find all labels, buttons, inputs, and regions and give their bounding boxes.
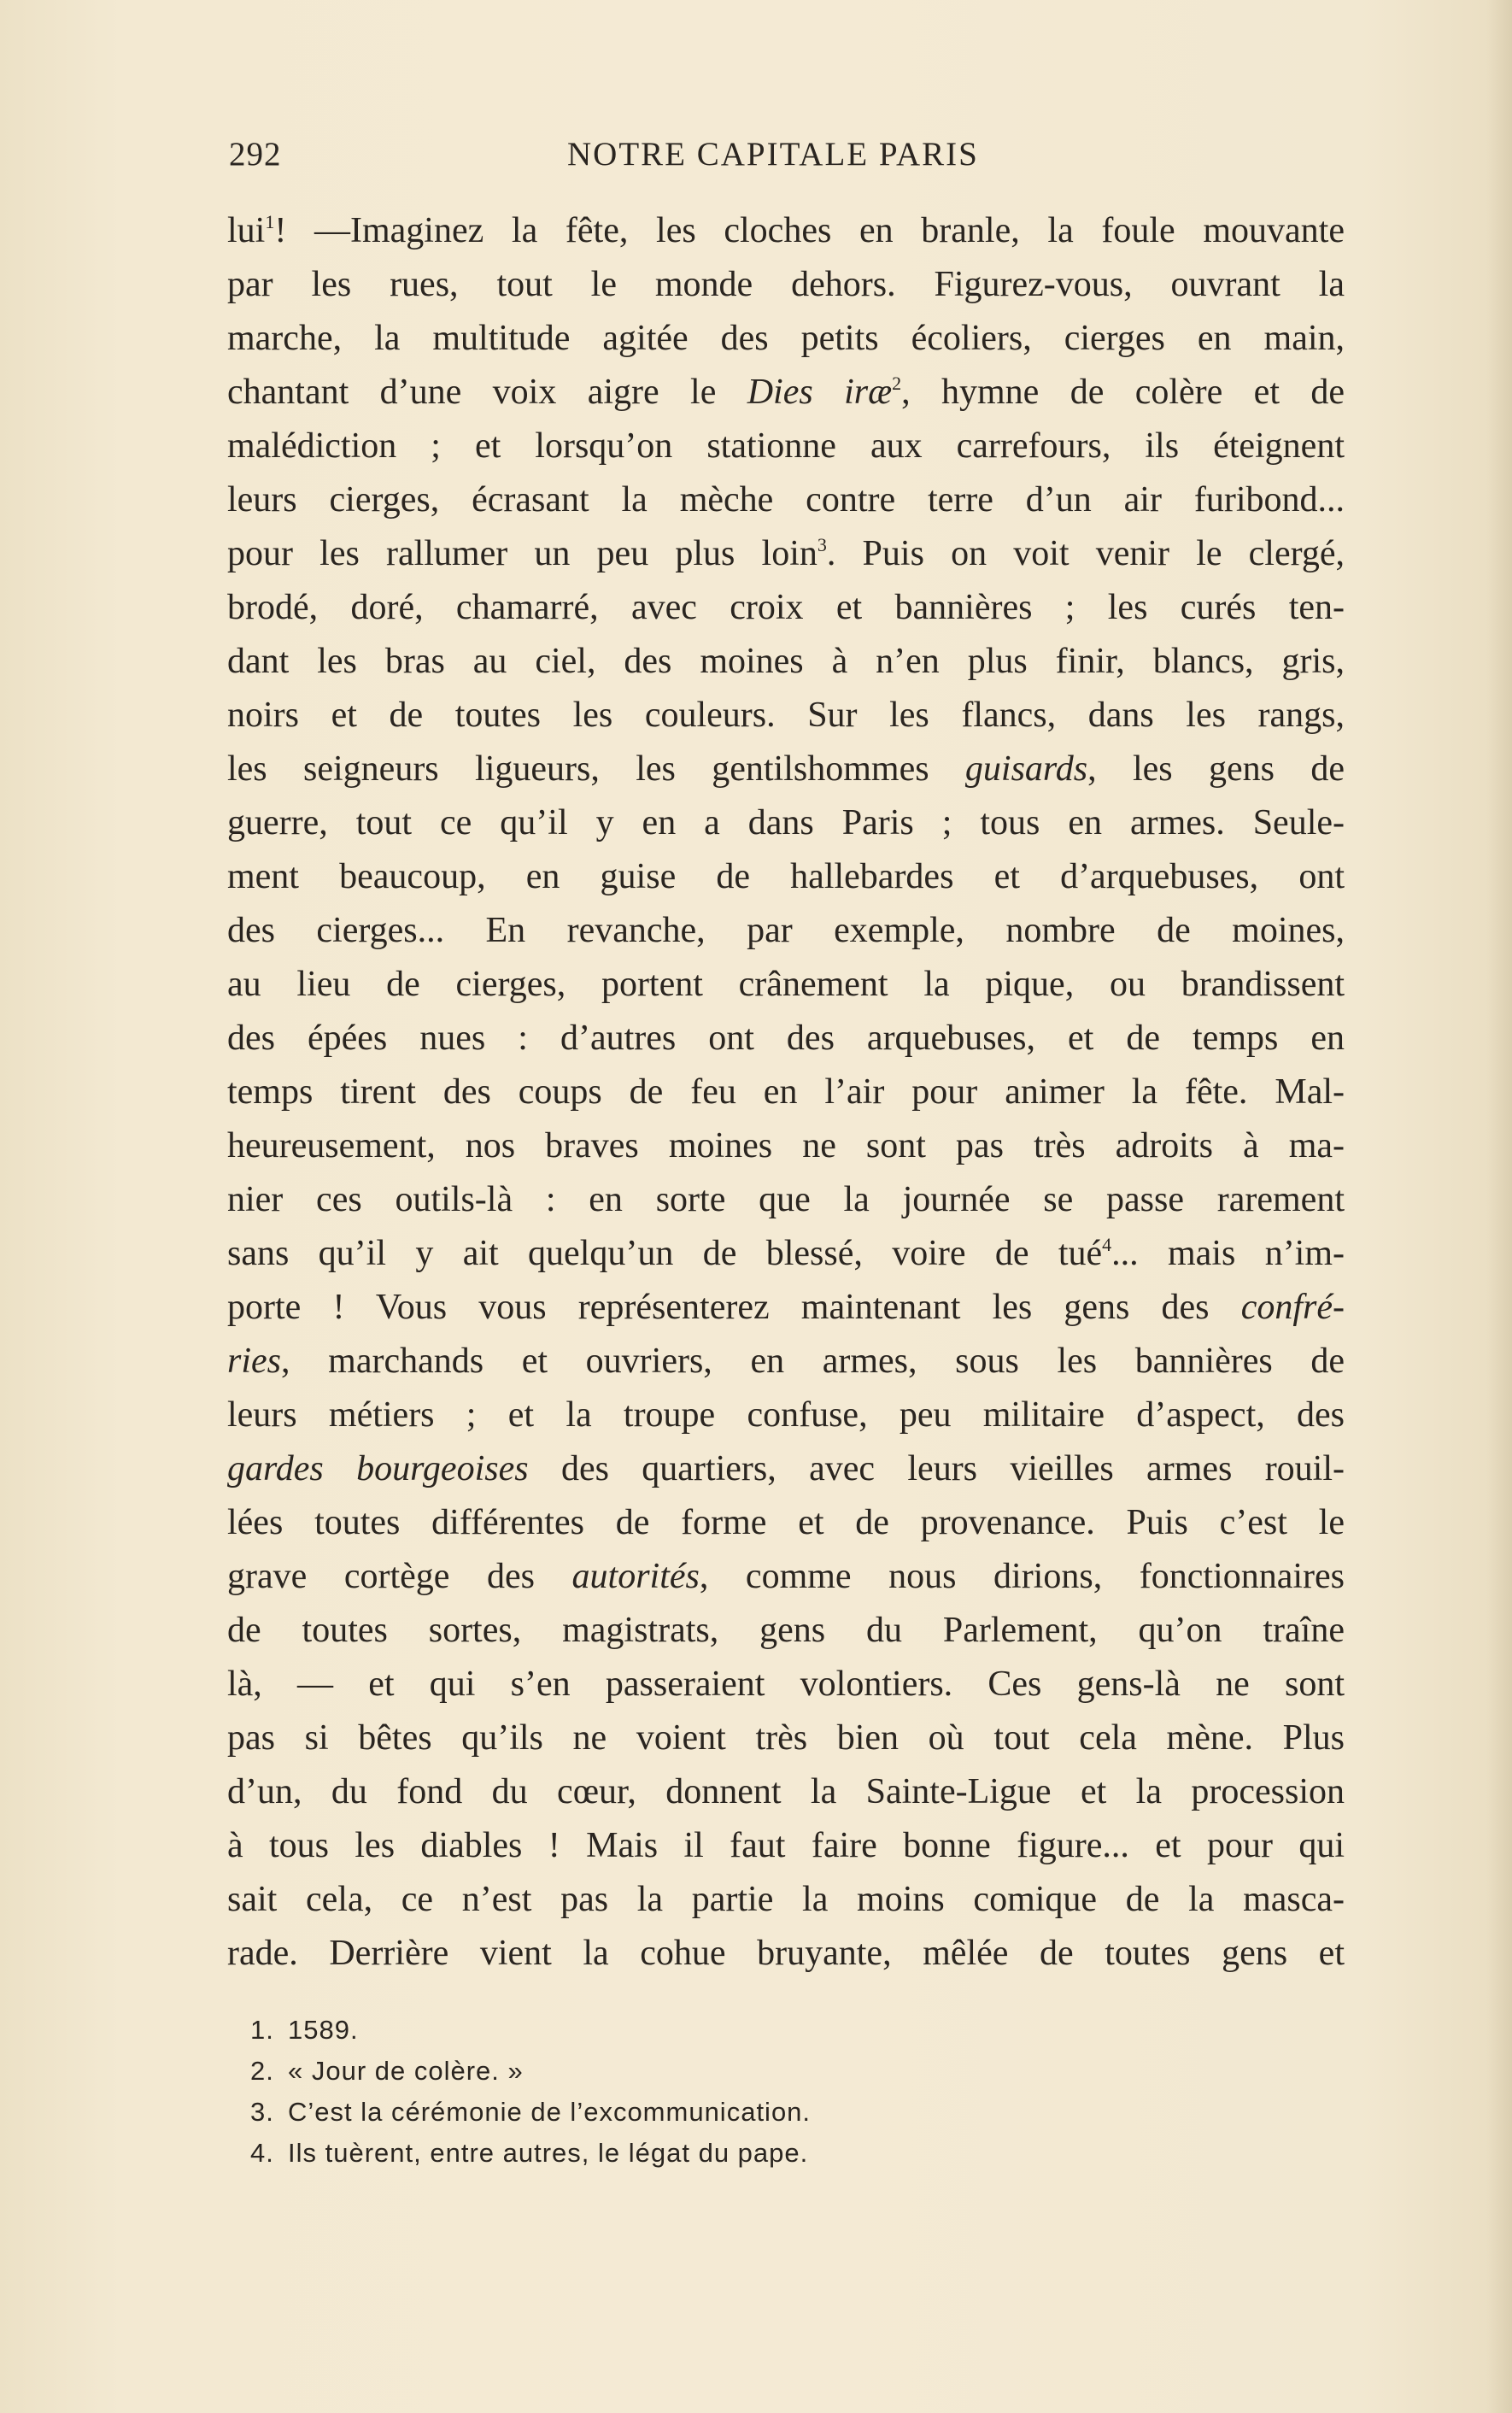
text-line — [227, 527, 1345, 581]
footnote-ref: 3 — [817, 534, 827, 555]
text-run: , marchands et ouvriers, en armes, sous les bannières de — [281, 1342, 1345, 1381]
italic-text: gardes bourgeoises — [227, 1449, 529, 1488]
text-run: lées toutes différentes de forme et de provenance. Puis c’est le — [227, 1503, 1345, 1542]
text-line — [227, 1550, 1345, 1604]
text-run: ment beaucoup, en guise de hallebardes et d’arquebuses, ont — [227, 857, 1345, 896]
text-run: pas si bêtes qu’ils ne voient très bien où tout cela mène. Plus — [227, 1718, 1345, 1758]
text-run: de toutes sortes, magistrats, gens du Parlement, qu’on traîne — [227, 1611, 1345, 1650]
text-line — [227, 312, 1345, 366]
footnote — [250, 2010, 1019, 2051]
text-run: leurs métiers ; et la troupe confuse, peu militaire d’aspect, des — [227, 1395, 1345, 1435]
footnote — [250, 2051, 1019, 2092]
text-line — [227, 1281, 1345, 1335]
text-line — [227, 1335, 1345, 1389]
page-number: 292 — [229, 136, 282, 173]
text-line — [227, 1442, 1345, 1496]
italic-text: confré- — [1240, 1288, 1345, 1327]
text-run: sait cela, ce n’est pas la partie la moins comique de la masca- — [227, 1880, 1345, 1919]
text-run: heureusement, nos braves moines ne sont pas très adroits à ma- — [227, 1126, 1345, 1165]
footnote-ref: 1 — [265, 211, 275, 232]
text-line — [227, 1765, 1345, 1819]
text-line — [227, 796, 1345, 850]
footnote-number: 2. — [250, 2056, 274, 2086]
footnote-number: 1. — [250, 2015, 274, 2045]
running-head — [229, 135, 1344, 178]
text-run: les seigneurs ligueurs, les gentilshommes — [227, 749, 965, 789]
footnote-text: « Jour de colère. » — [288, 2056, 524, 2086]
footnotes — [250, 2010, 1019, 2174]
text-run: ... mais n’im- — [1111, 1234, 1345, 1273]
text-run: à tous les diables ! Mais il faut faire bonne figure... et pour qui — [227, 1826, 1345, 1865]
text-run: chantant d’une voix aigre le — [227, 373, 747, 412]
text-run: marche, la multitude agitée des petits écoliers, cierges en main, — [227, 319, 1345, 358]
text-run: là, — et qui s’en passeraient volontiers. Ces gens-là ne sont — [227, 1664, 1345, 1704]
text-run: temps tirent des coups de feu en l’air pour animer la fête. Mal- — [227, 1072, 1345, 1112]
text-line — [227, 366, 1345, 420]
footnote-text: C’est la cérémonie de l’excommunication. — [288, 2097, 812, 2127]
text-run: pour les rallumer un peu plus loin — [227, 534, 818, 573]
text-line — [227, 1711, 1345, 1765]
text-run: brodé, doré, chamarré, avec croix et bannières ; les curés ten- — [227, 588, 1345, 627]
text-run: ! —Imaginez la fête, les cloches en branle, la foule mouvante — [274, 211, 1345, 250]
text-run: par les rues, tout le monde dehors. Figurez-vous, ouvrant la — [227, 265, 1345, 304]
text-run: des quartiers, avec leurs vieilles armes rouil- — [528, 1449, 1345, 1488]
text-run: grave cortège des — [227, 1557, 572, 1596]
text-line — [227, 904, 1345, 958]
text-run: noirs et de toutes les couleurs. Sur les flancs, dans les rangs, — [227, 696, 1345, 735]
text-run: rade. Derrière vient la cohue bruyante, mêlée de toutes gens et — [227, 1934, 1345, 1973]
text-line — [227, 1227, 1345, 1281]
text-line — [227, 1873, 1345, 1927]
footnote-number: 3. — [250, 2097, 274, 2127]
text-run: sans qu’il y ait quelqu’un de blessé, voire de tué — [227, 1234, 1103, 1273]
text-run: des cierges... En revanche, par exemple, nombre de moines, — [227, 911, 1345, 950]
italic-text: guisards — [964, 749, 1088, 789]
footnote-text: 1589. — [288, 2015, 359, 2045]
text-line — [227, 1389, 1345, 1442]
text-run: d’un, du fond du cœur, donnent la Sainte-Ligue et la procession — [227, 1772, 1345, 1811]
running-title: NOTRE CAPITALE PARIS — [567, 136, 979, 173]
text-run: lui — [227, 211, 266, 250]
italic-text: Dies iræ — [747, 373, 893, 412]
text-line — [227, 1119, 1345, 1173]
italic-text: ries — [227, 1342, 281, 1381]
text-line — [227, 204, 1345, 258]
text-line — [227, 958, 1345, 1012]
body-text — [227, 204, 1345, 1981]
text-line — [227, 1496, 1345, 1550]
footnote — [250, 2133, 1019, 2174]
text-run: malédiction ; et lorsqu’on stationne aux carrefours, ils éteignent — [227, 426, 1345, 466]
text-run: dant les bras au ciel, des moines à n’en plus finir, blancs, gris, — [227, 642, 1345, 681]
text-line — [227, 689, 1345, 743]
text-line — [227, 850, 1345, 904]
text-line — [227, 635, 1345, 689]
footnote-number: 4. — [250, 2138, 274, 2168]
text-line — [227, 1012, 1345, 1066]
footnote — [250, 2092, 1019, 2133]
footnote-ref: 2 — [892, 373, 902, 394]
text-run: , comme nous dirions, fonctionnaires — [699, 1557, 1345, 1596]
text-run: guerre, tout ce qu’il y en a dans Paris ; tous en armes. Seule- — [227, 803, 1345, 842]
text-run: , les gens de — [1087, 749, 1345, 789]
text-line — [227, 258, 1345, 312]
text-line — [227, 581, 1345, 635]
footnote-ref: 4 — [1102, 1234, 1112, 1255]
text-run: nier ces outils-là : en sorte que la journée se passe rarement — [227, 1180, 1345, 1219]
text-line — [227, 473, 1345, 527]
footnote-text: Ils tuèrent, entre autres, le légat du pape. — [288, 2138, 809, 2168]
text-line — [227, 420, 1345, 473]
text-line — [227, 743, 1345, 796]
text-line — [227, 1819, 1345, 1873]
text-line — [227, 1658, 1345, 1711]
italic-text: autorités — [571, 1557, 700, 1596]
text-line — [227, 1604, 1345, 1658]
text-run: leurs cierges, écrasant la mèche contre terre d’un air furibond... — [227, 480, 1345, 520]
text-run: . Puis on voit venir le clergé, — [826, 534, 1345, 573]
page-edge-shadow — [1486, 0, 1512, 2413]
text-run: , hymne de colère et de — [901, 373, 1345, 412]
text-run: des épées nues : d’autres ont des arquebuses, et de temps en — [227, 1019, 1345, 1058]
text-line — [227, 1066, 1345, 1119]
text-line — [227, 1927, 1345, 1981]
text-run: porte ! Vous vous représenterez maintenant les gens des — [227, 1288, 1241, 1327]
text-line — [227, 1173, 1345, 1227]
text-run: au lieu de cierges, portent crânement la pique, ou brandissent — [227, 965, 1345, 1004]
